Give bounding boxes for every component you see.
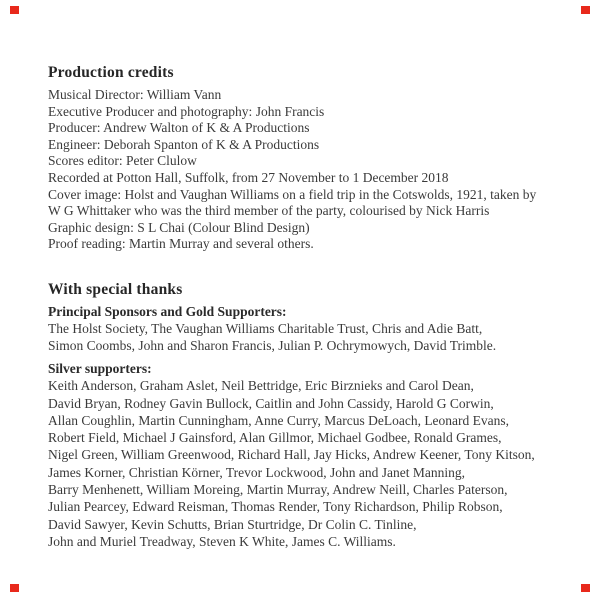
crop-mark-top-right-icon: [581, 6, 590, 14]
supporter-line: Barry Menhenett, William Moreing, Martin Murray, Andrew Neill, Charles Paterson,: [48, 482, 508, 498]
credit-line: Musical Director: William Vann: [48, 87, 222, 102]
principal-sponsors-label: Principal Sponsors and Gold Supporters:: [48, 304, 287, 319]
silver-supporters-paragraph: [48, 360, 535, 550]
supporter-line: Julian Pearcey, Edward Reisman, Thomas Render, Tony Richardson, Philip Robson,: [48, 499, 503, 515]
supporter-line: Keith Anderson, Graham Aslet, Neil Bettridge, Eric Birznieks and Carol Dean,: [48, 378, 474, 394]
section-heading-special-thanks: With special thanks: [48, 281, 183, 298]
supporter-line: David Bryan, Rodney Gavin Bullock, Caitlin and John Cassidy, Harold G Corwin,: [48, 395, 494, 411]
credit-line: Graphic design: S L Chai (Colour Blind Design): [48, 219, 310, 235]
supporter-line: Simon Coombs, John and Sharon Francis, Julian P. Ochrymowych, David Trimble.: [48, 337, 497, 353]
credit-line: Cover image: Holst and Vaughan Williams on a field trip in the Cotswolds, 1921, taken by: [48, 186, 537, 202]
crop-mark-bottom-left-icon: [10, 584, 19, 592]
crop-mark-top-left-icon: [10, 6, 19, 14]
supporter-line: Allan Coughlin, Martin Cunningham, Anne Curry, Marcus DeLoach, Leonard Evans,: [48, 412, 510, 428]
credit-line: Engineer: Deborah Spanton of K & A Productions: [48, 136, 320, 152]
production-credits-paragraph: [48, 87, 536, 253]
crop-mark-bottom-right-icon: [581, 584, 590, 592]
credit-line: Producer: Andrew Walton of K & A Productions: [48, 120, 310, 136]
supporter-line: The Holst Society, The Vaughan Williams Charitable Trust, Chris and Adie Batt,: [48, 320, 483, 336]
credit-line: Executive Producer and photography: John Francis: [48, 103, 325, 119]
supporter-line: Nigel Green, William Greenwood, Richard Hall, Jay Hicks, Andrew Keener, Tony Kitson,: [48, 447, 535, 463]
silver-supporters-label: Silver supporters:: [48, 361, 152, 376]
principal-sponsors-paragraph: [48, 304, 496, 354]
section-heading-production-credits: Production credits: [48, 64, 174, 81]
supporter-line: James Korner, Christian Körner, Trevor Lockwood, John and Janet Manning,: [48, 464, 465, 480]
credit-line: Recorded at Potton Hall, Suffolk, from 27 November to 1 December 2018: [48, 169, 449, 185]
supporter-line: John and Muriel Treadway, Steven K White, James C. Williams.: [48, 533, 396, 549]
credit-line: Proof reading: Martin Murray and several others.: [48, 236, 314, 252]
credit-line: W G Whittaker who was the third member of the party, colourised by Nick Harris: [48, 203, 490, 219]
supporter-line: David Sawyer, Kevin Schutts, Brian Sturtridge, Dr Colin C. Tinline,: [48, 516, 417, 532]
supporter-line: Robert Field, Michael J Gainsford, Alan Gillmor, Michael Godbee, Ronald Grames,: [48, 430, 502, 446]
credit-line: Scores editor: Peter Clulow: [48, 153, 197, 169]
